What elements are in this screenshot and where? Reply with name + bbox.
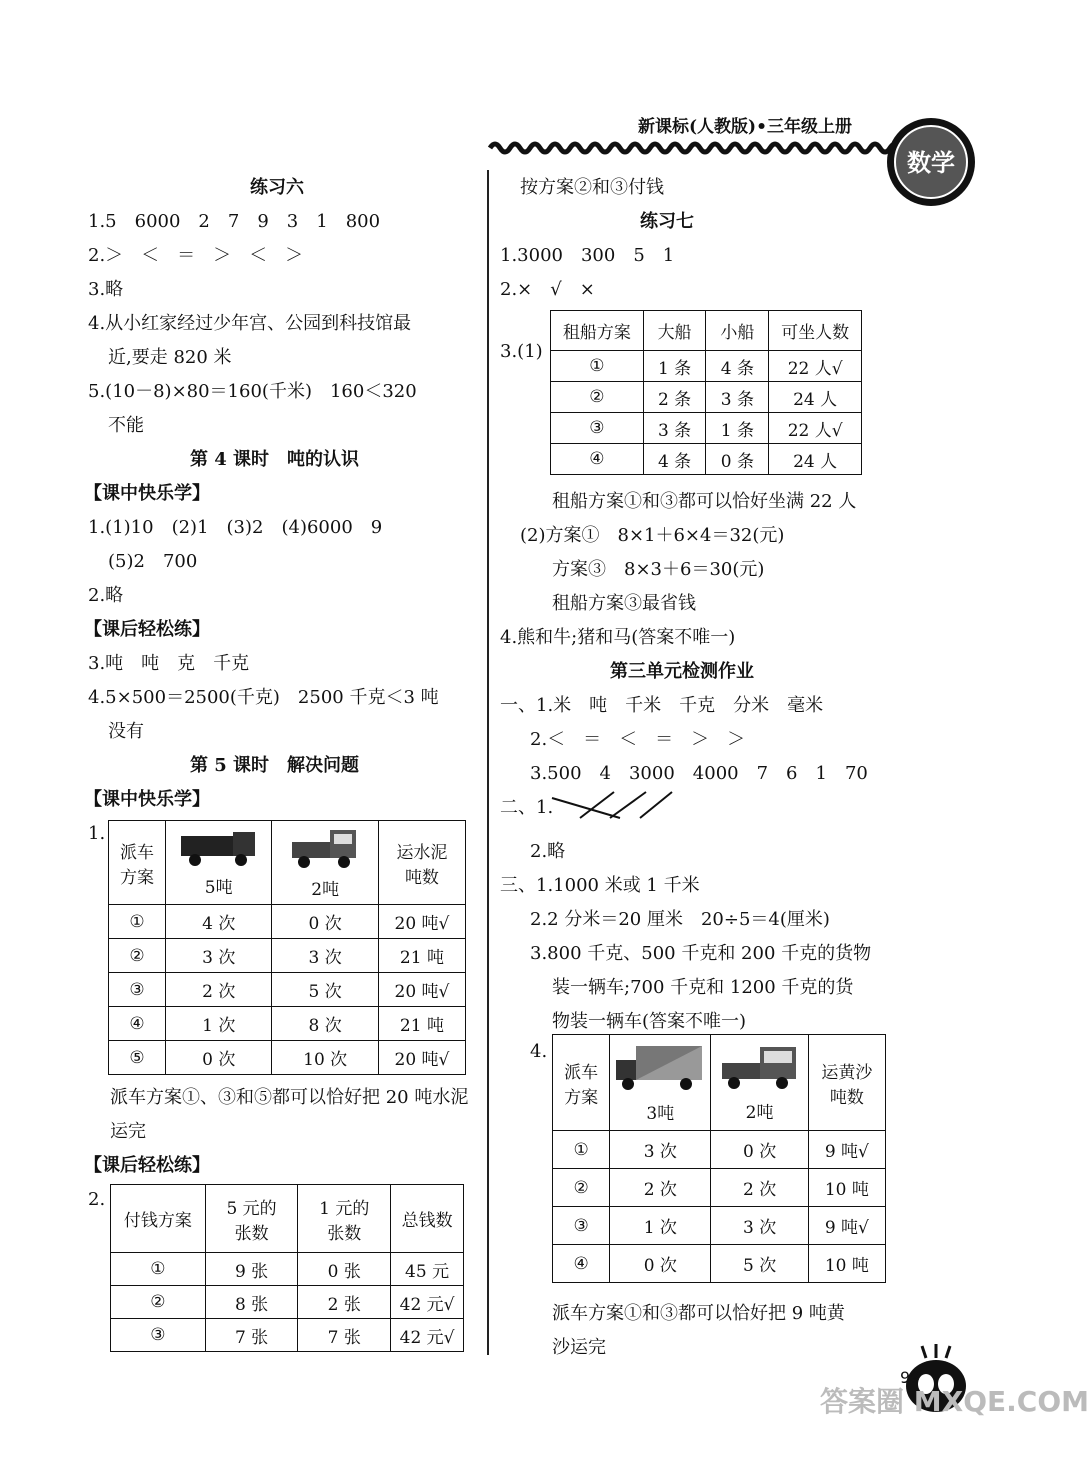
table-cell: 4 次: [165, 905, 271, 939]
table-cell: 1 次: [610, 1207, 711, 1245]
answer-line: 派车方案①和③都可以恰好把 9 吨黄: [552, 1303, 845, 1324]
table-header-cell: 付钱方案: [111, 1185, 206, 1253]
boat-plan-table: [550, 310, 862, 475]
table-cell: 0 次: [711, 1131, 808, 1169]
truck-icon: [179, 828, 259, 868]
answer-line: 2.: [88, 1189, 106, 1210]
answer-line: (5)2 700: [108, 551, 198, 572]
table-header-cell: 5 元的 张数: [205, 1185, 298, 1253]
answer-line: 1.3000 300 5 1: [500, 245, 675, 266]
table-header-cell: 运黄沙 吨数: [808, 1035, 885, 1131]
table-cell: ②: [553, 1169, 610, 1207]
answer-line: 方案③ 8×3＋6＝30(元): [552, 559, 765, 580]
answer-line: 4.5×500＝2500(千克) 2500 千克＜3 吨: [88, 687, 439, 708]
section-heading: 练习六: [250, 177, 304, 198]
table-row: [109, 1041, 466, 1075]
table-cell: 5 次: [711, 1245, 808, 1283]
table-header-cell: 派车 方案: [109, 821, 166, 905]
answer-line: 不能: [108, 415, 144, 436]
table-row: [551, 351, 862, 382]
answer-line: 物装一辆车(答案不唯一): [552, 1011, 747, 1032]
answer-line: 2.＜ ＝ ＜ ＝ ＞ ＞: [530, 729, 746, 750]
section-heading: 【课后轻松练】: [84, 619, 210, 640]
table-row: [553, 1207, 886, 1245]
answer-line: 租船方案①和③都可以恰好坐满 22 人: [552, 491, 857, 512]
table-cell: 8 次: [272, 1007, 378, 1041]
watermark: 答案圈 MXQE.COM: [820, 1385, 1089, 1418]
table-cell: 42 元√: [391, 1286, 464, 1319]
table-cell: 1 条: [706, 413, 769, 444]
truck-icon: [290, 826, 360, 870]
table-row: [111, 1319, 464, 1352]
answer-line: 1.5 6000 2 7 9 3 1 800: [88, 211, 381, 232]
table-cell: ③: [109, 973, 166, 1007]
answer-line: 1.: [88, 823, 106, 844]
table-cell: 21 吨: [378, 1007, 465, 1041]
table-header-cell: 可坐人数: [769, 311, 862, 351]
sand-truck-plan-table: [552, 1034, 886, 1283]
table-header-cell: 租船方案: [551, 311, 644, 351]
table-row: [551, 382, 862, 413]
page-number: 99: [900, 1368, 921, 1387]
table-cell: 7 张: [205, 1319, 298, 1352]
table-cell: ③: [551, 413, 644, 444]
section-heading: 第 5 课时 解决问题: [190, 755, 360, 776]
table-cell: 20 吨√: [378, 1041, 465, 1075]
answer-line: 3.500 4 3000 4000 7 6 1 70: [530, 763, 868, 784]
answer-line: 4.从小红家经过少年宫、公园到科技馆最: [88, 313, 412, 334]
answer-line: 租船方案③最省钱: [552, 593, 696, 614]
table-cell: 3 次: [711, 1207, 808, 1245]
math-badge-icon: [884, 115, 978, 209]
table-cell: 10 吨: [808, 1169, 885, 1207]
badge-text: 数学: [907, 148, 955, 177]
answer-line: 4.: [530, 1041, 548, 1062]
table-row: [109, 939, 466, 973]
table-cell: 1 条: [643, 351, 706, 382]
table-cell: 8 张: [205, 1286, 298, 1319]
table-row: [111, 1253, 464, 1286]
matching-lines-graphic: [550, 788, 674, 822]
table-cell: 42 元√: [391, 1319, 464, 1352]
truck-5t-cell: 5吨: [165, 821, 271, 905]
table-cell: ⑤: [109, 1041, 166, 1075]
table-cell: 9 吨√: [808, 1207, 885, 1245]
section-heading: 【课中快乐学】: [84, 483, 210, 504]
answer-line: 三、1.1000 米或 1 千米: [500, 875, 700, 896]
table-cell: 9 张: [205, 1253, 298, 1286]
payment-plan-table: [110, 1184, 464, 1352]
table-row: [109, 905, 466, 939]
table-cell: ③: [111, 1319, 206, 1352]
table-cell: 20 吨√: [378, 905, 465, 939]
table-cell: 3 条: [643, 413, 706, 444]
answer-line: 1.(1)10 (2)1 (3)2 (4)6000 9: [88, 517, 383, 538]
table-cell: 0 次: [610, 1245, 711, 1283]
answer-line: 3.吨 吨 克 千克: [88, 653, 250, 674]
table-cell: 3 次: [165, 939, 271, 973]
table-cell: 0 条: [706, 444, 769, 475]
table-cell: ①: [111, 1253, 206, 1286]
table-cell: 0 次: [272, 905, 378, 939]
table-row: [111, 1286, 464, 1319]
table-row: [553, 1131, 886, 1169]
truck-2t-cell: 2吨: [272, 821, 378, 905]
table-cell: 20 吨√: [378, 973, 465, 1007]
truck-3t-cell: 3吨: [610, 1035, 711, 1131]
table-cell: 0 张: [298, 1253, 391, 1286]
table-row: [551, 444, 862, 475]
table-cell: ④: [109, 1007, 166, 1041]
answer-line: 2.＞ ＜ ＝ ＞ ＜ ＞: [88, 245, 304, 266]
table-header-cell: 总钱数: [391, 1185, 464, 1253]
table-header-cell: 小船: [706, 311, 769, 351]
table-header-cell: 运水泥 吨数: [378, 821, 465, 905]
answer-line: 近,要走 820 米: [108, 347, 232, 368]
truck-plan-table: [108, 820, 466, 1075]
column-divider: [487, 170, 489, 1355]
table-cell: 2 条: [643, 382, 706, 413]
answer-line: 2.× √ ×: [500, 279, 595, 300]
table-cell: ①: [551, 351, 644, 382]
table-row: [109, 973, 466, 1007]
answer-line: 3.略: [88, 279, 124, 300]
table-cell: 2 次: [711, 1169, 808, 1207]
table-cell: ②: [111, 1286, 206, 1319]
table-cell: 24 人: [769, 444, 862, 475]
answer-line: 按方案②和③付钱: [520, 177, 664, 198]
table-row: [553, 1169, 886, 1207]
table-cell: 2 次: [610, 1169, 711, 1207]
table-cell: 10 次: [272, 1041, 378, 1075]
table-cell: 10 吨: [808, 1245, 885, 1283]
table-cell: 5 次: [272, 973, 378, 1007]
section-heading: 第 4 课时 吨的认识: [190, 449, 360, 470]
table-row: [553, 1245, 886, 1283]
table-row: [551, 413, 862, 444]
answer-line: 没有: [108, 721, 144, 742]
answer-line: 一、1.米 吨 千米 千克 分米 毫米: [500, 695, 824, 716]
table-cell: 0 次: [165, 1041, 271, 1075]
table-cell: ③: [553, 1207, 610, 1245]
table-cell: ①: [109, 905, 166, 939]
truck-icon: [720, 1043, 800, 1093]
table-cell: 2 张: [298, 1286, 391, 1319]
table-cell: 3 条: [706, 382, 769, 413]
answer-line: 3.(1): [500, 341, 543, 362]
table-cell: 2 次: [165, 973, 271, 1007]
truck-icon: [614, 1042, 706, 1094]
table-cell: ④: [551, 444, 644, 475]
table-cell: 24 人: [769, 382, 862, 413]
table-cell: ①: [553, 1131, 610, 1169]
table-cell: 4 条: [706, 351, 769, 382]
section-heading: 【课中快乐学】: [84, 789, 210, 810]
answer-line: 2.2 分米＝20 厘米 20÷5＝4(厘米): [530, 909, 830, 930]
answer-line: 运完: [110, 1121, 146, 1142]
table-cell: 22 人√: [769, 413, 862, 444]
table-row: [109, 1007, 466, 1041]
answer-line: 2.略: [530, 841, 566, 862]
answer-line: 装一辆车;700 千克和 1200 千克的货: [552, 977, 854, 998]
answer-line: 派车方案①、③和⑤都可以恰好把 20 吨水泥: [110, 1087, 469, 1108]
table-cell: ②: [109, 939, 166, 973]
table-header-cell: 大船: [643, 311, 706, 351]
rope-decoration: [490, 138, 910, 158]
table-header-cell: 1 元的 张数: [298, 1185, 391, 1253]
answer-line: (2)方案① 8×1＋6×4＝32(元): [520, 525, 785, 546]
answer-line: 2.略: [88, 585, 124, 606]
table-cell: 1 次: [165, 1007, 271, 1041]
section-heading: 练习七: [640, 211, 694, 232]
table-header-cell: 派车 方案: [553, 1035, 610, 1131]
table-cell: 9 吨√: [808, 1131, 885, 1169]
table-cell: 22 人√: [769, 351, 862, 382]
table-cell: 3 次: [272, 939, 378, 973]
answer-line: 3.800 千克、500 千克和 200 千克的货物: [530, 943, 872, 964]
table-cell: 21 吨: [378, 939, 465, 973]
table-cell: ②: [551, 382, 644, 413]
table-cell: 45 元: [391, 1253, 464, 1286]
table-cell: 4 条: [643, 444, 706, 475]
answer-line: 5.(10－8)×80＝160(千米) 160＜320: [88, 381, 417, 402]
section-heading: 第三单元检测作业: [610, 661, 754, 682]
answer-line: 沙运完: [552, 1337, 606, 1358]
table-cell: 7 张: [298, 1319, 391, 1352]
table-cell: ④: [553, 1245, 610, 1283]
answer-line: 二、1.: [500, 797, 554, 818]
section-heading: 【课后轻松练】: [84, 1155, 210, 1176]
answer-line: 4.熊和牛;猪和马(答案不唯一): [500, 627, 736, 648]
table-cell: 3 次: [610, 1131, 711, 1169]
series-header: 新课标(人教版)•三年级上册: [638, 117, 852, 137]
truck-2t-cell: 2吨: [711, 1035, 808, 1131]
